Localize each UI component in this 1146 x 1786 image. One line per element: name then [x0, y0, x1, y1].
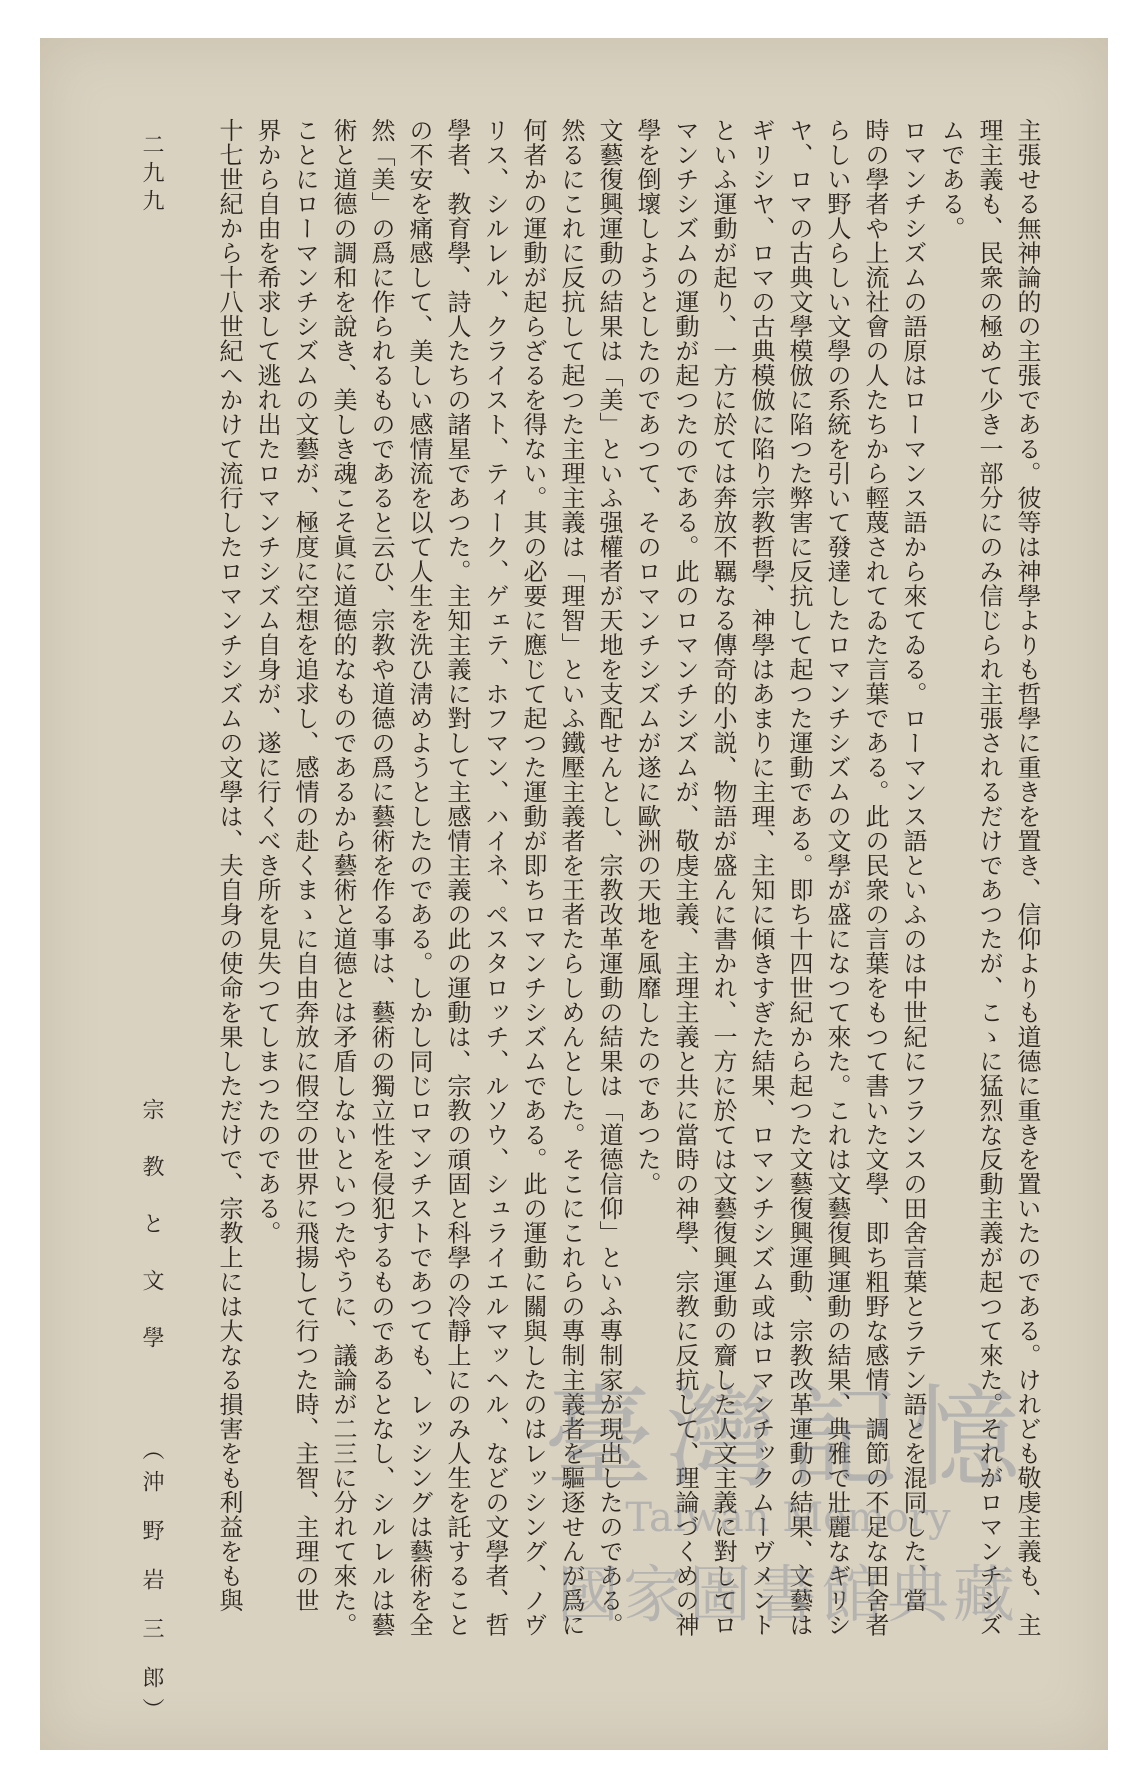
text-line: 術と道德の調和を說き、美しき魂こそ眞に道德的なものであるから藝術と道德とは矛盾しないといつたやうに、議論が二三に分れて來た。 — [329, 118, 357, 1637]
page-number: 二九九 — [139, 133, 164, 217]
text-line: 理主義も、民衆の極めて少き一部分にのみ信じられ主張されるだけであつたが、こゝに猛烈な反動主義が起つて來た。それがロマンチシズ — [975, 118, 1003, 1637]
text-line: 學を倒壞しようとしたのであつて、そのロマンチシズムが遂に歐洲の天地を風靡したのであつた。 — [633, 118, 661, 1196]
text-line: マンチシズムの運動が起つたのである。此のロマンチシズムが、敬虔主義、主理主義と共に當時の神學、宗教に反抗して、理論づくめの神 — [671, 118, 699, 1637]
text-line: 十七世紀から十八世紀へかけて流行したロマンチシズムの文學は、夫自身の使命を果しただけで、宗教上には大なる損害をも利益をも與 — [215, 118, 243, 1613]
text-line: ムである。 — [937, 118, 965, 241]
text-line: 文藝復興運動の結果は「美」といふ强權者が天地を支配せんとし、宗教改革運動の結果は「道德信仰」といふ專制家が現出したのである。 — [595, 118, 623, 1637]
text-line: ロマンチシズムの語原はローマンス語から來てゐる。ローマンス語といふのは中世紀にフランスの田舍言葉とラテン語とを混同した、當 — [899, 118, 927, 1613]
text-line: ギリシヤ、ロマの古典模倣に陷り宗教哲學、神學はあまりに主理、主知に傾きすぎた結果、ロマンチシズム或はロマンチックムーヴメント — [747, 118, 775, 1637]
text-line: ヤ、ロマの古典文學模倣に陷つた弊害に反抗して起つた運動である。即ち十四世紀から起つた文藝復興運動、宗教改革運動の結果、文藝は — [785, 118, 813, 1637]
watermark-agency: 國家圖書館典藏 — [556, 1558, 1019, 1631]
text-line: 時の學者や上流社會の人たちから輕蔑されてゐた言葉である。此の民衆の言葉をもつて書いた文學、即ち粗野な感情、調節の不足な田舍者 — [861, 118, 889, 1637]
library-watermark — [508, 1374, 1068, 1653]
text-line: らしい野人らしい文學の系統を引いて發達したロマンチシズムの文學が盛になつて來た。これは文藝復興運動の結果、典雅で壯麗なギリシ — [823, 118, 851, 1637]
author-credit: （沖 野 岩 三 郎） — [139, 1438, 164, 1730]
text-line: 界から自由を希求して逃れ出たロマンチシズム自身が、遂に行くべき所を見失つてしまつたのである。 — [253, 118, 281, 1245]
text-line: リス、シルレル、クライスト、ティーク、ゲェテ、ホフマン、ハイネ、ペスタロッチ、ルソウ、シュライエルマッヘル、などの文學者、哲 — [481, 118, 509, 1637]
text-line: 然るにこれに反抗して起つた主理主義は「理智」といふ鐵壓主義者を王者たらしめんとした。そこにこれらの專制主義者を驅逐せんが爲に — [557, 118, 585, 1637]
text-line: の不安を痛感して、美しい感情流を以て人生を洗ひ淸めようとしたのである。しかし同じロマンチストであつても、レッシングは藝術を全 — [405, 118, 433, 1637]
watermark-english: Taiwan Memory — [625, 1495, 951, 1541]
text-line: ことにローマンチシズムの文藝が、極度に空想を追求し、感情の赴くまゝに自由奔放に假空の世界に飛揚して行つた時、主智、主理の世 — [291, 118, 319, 1613]
text-line: 主張せる無神論的の主張である。彼等は神學よりも哲學に重きを置き、信仰よりも道德に重きを置いたのである。けれども敬虔主義も、主 — [1013, 118, 1041, 1637]
page-sheet — [40, 38, 1108, 1750]
text-line: 何者かの運動が起らざるを得ない。其の必要に應じて起つた運動が即ちロマンチシズムである。此の運動に關與したのはレッシング、ノヴ — [519, 118, 547, 1637]
running-title: 宗 教 と 文 學 — [139, 1098, 164, 1362]
text-line: 然「美」の爲に作られるものであると云ひ、宗教や道德の爲に藝術を作る事は、藝術の獨立性を侵犯するものであるとなし、シルレルは藝 — [367, 118, 395, 1637]
text-line: といふ運動が起り、一方に於ては奔放不羈なる傳奇的小説、物語が盛んに書かれ、一方に於ては文藝復興運動の齎した人文主義に對してロ — [709, 118, 737, 1637]
text-line: 學者、教育學、詩人たちの諸星であつた。主知主義に對して主感情主義の此の運動は、宗教の頑固と科學の冷靜上にのみ人生を託すること — [443, 118, 471, 1637]
watermark-logo: 臺灣記憶 — [544, 1374, 1032, 1502]
